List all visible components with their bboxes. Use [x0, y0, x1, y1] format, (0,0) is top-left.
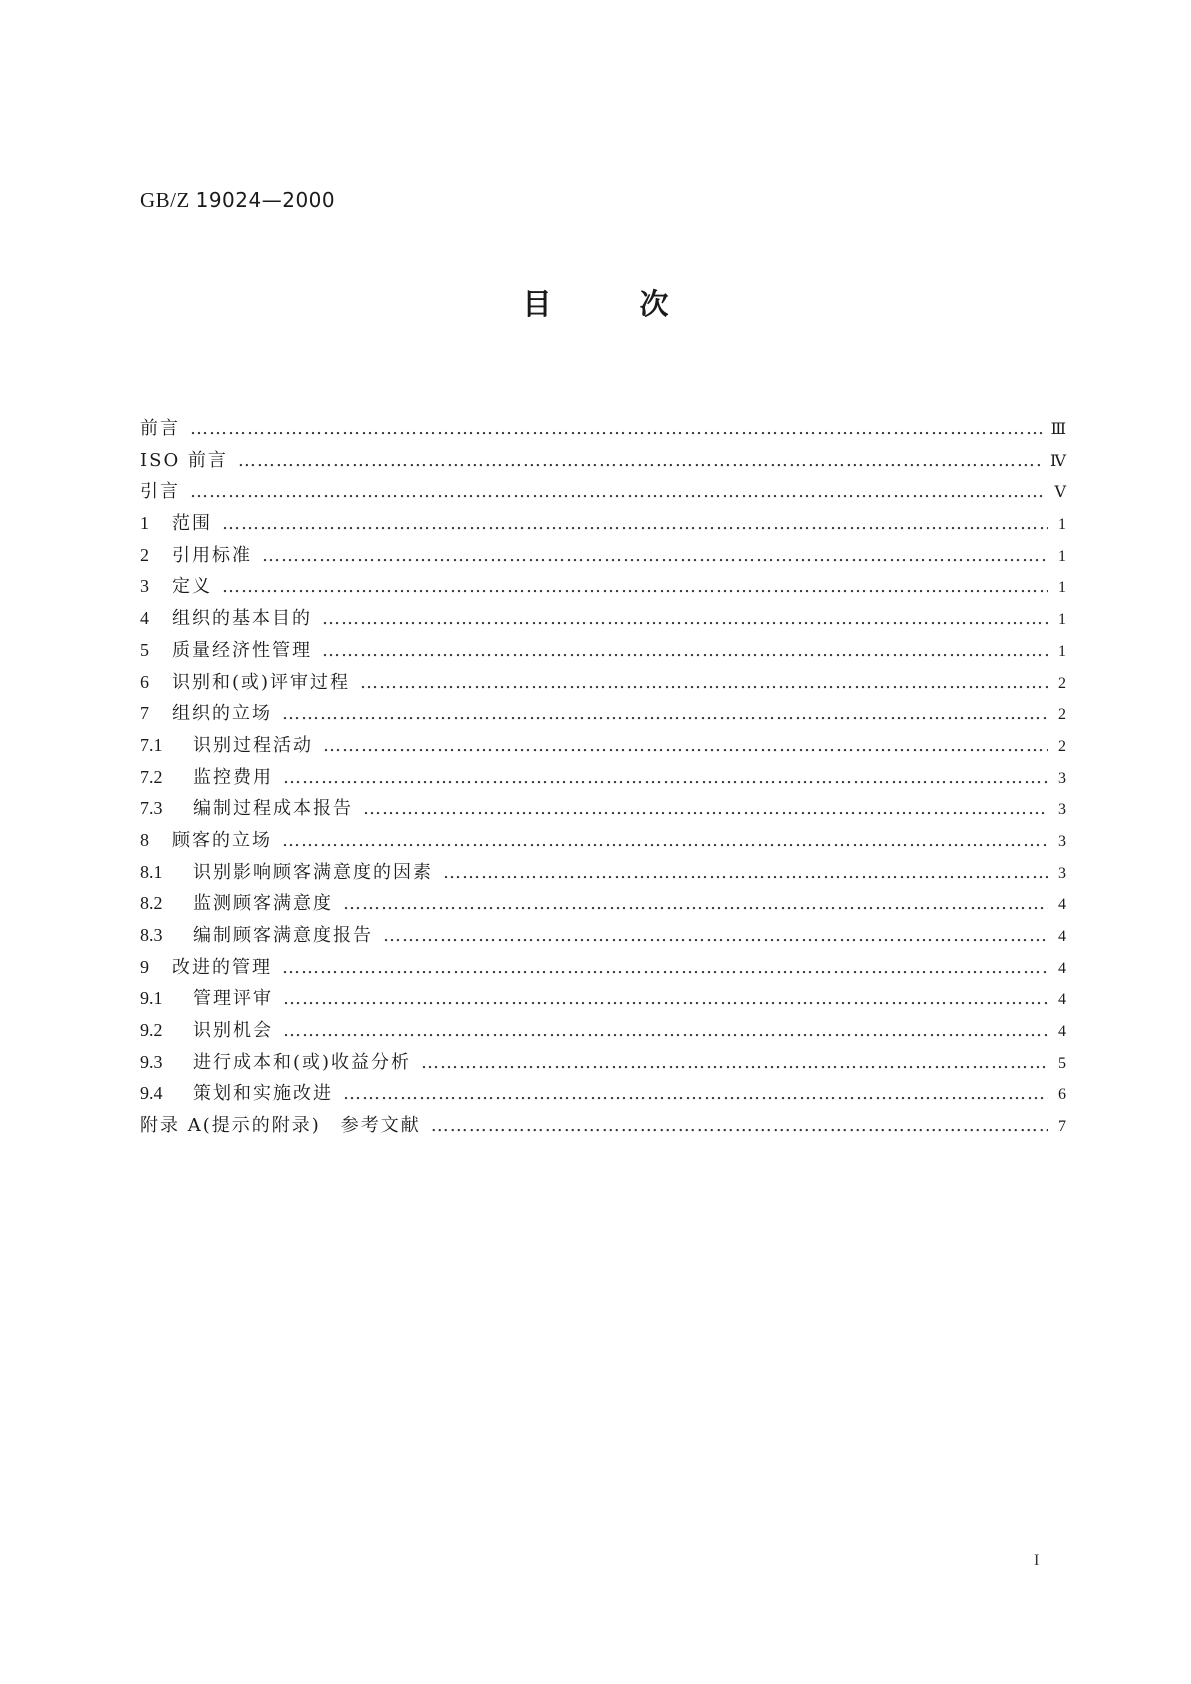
toc-entry[interactable]	[140, 414, 1066, 446]
toc-entry-number: 7.2	[140, 766, 163, 787]
toc-entry-page: 1	[1058, 611, 1066, 629]
toc-entry-page: 4	[1058, 928, 1066, 945]
toc-entry[interactable]	[140, 953, 1066, 985]
toc-entry-page: 1	[1058, 516, 1066, 534]
toc-entry-number: 9	[140, 956, 149, 977]
toc-entry-number: 8.3	[140, 925, 163, 945]
toc-leader-dots	[222, 513, 1048, 534]
toc-entry[interactable]	[140, 763, 1066, 795]
standard-code-number: 19024—2000	[195, 188, 336, 212]
toc-leader-dots	[383, 925, 1048, 946]
toc-entry-label: 定义	[172, 576, 212, 598]
toc-leader-dots	[363, 798, 1048, 819]
toc-leader-dots	[282, 957, 1048, 978]
toc-entry-page: Ⅳ	[1050, 452, 1066, 470]
toc-leader-dots	[443, 862, 1048, 883]
toc-entry[interactable]	[140, 794, 1066, 826]
toc-leader-dots	[322, 608, 1048, 629]
standard-code-prefix: GB/Z	[140, 188, 196, 212]
toc-entry-page: 2	[1058, 706, 1066, 724]
toc-entry[interactable]	[140, 858, 1066, 890]
toc-entry-label: 编制过程成本报告	[193, 798, 353, 820]
toc-entry[interactable]	[140, 1079, 1066, 1111]
toc-entry-number: 5	[140, 639, 149, 660]
toc-entry-page: 2	[1058, 674, 1066, 692]
toc-entry-page: 4	[1058, 959, 1066, 977]
toc-entry-number: 9.3	[140, 1051, 163, 1072]
toc-entry-label: 前言	[140, 418, 180, 439]
toc-entry[interactable]	[140, 477, 1066, 509]
toc-entry-label: 范围	[172, 513, 212, 535]
toc-leader-dots	[282, 703, 1048, 724]
toc-leader-dots	[238, 450, 1042, 471]
toc-entry-label: 策划和实施改进	[193, 1083, 333, 1105]
toc-entry[interactable]	[140, 889, 1066, 921]
toc-entry-number: 7.1	[140, 734, 163, 755]
page-number: I	[1034, 1552, 1040, 1569]
toc-entry-number: 1	[140, 513, 149, 534]
toc-leader-dots	[190, 418, 1043, 439]
toc-entry[interactable]	[140, 1111, 1066, 1143]
toc-entry[interactable]	[140, 668, 1066, 700]
toc-leader-dots	[282, 830, 1048, 851]
toc-entry-page: 4	[1058, 1023, 1066, 1041]
toc-leader-dots	[323, 735, 1048, 756]
toc-entry[interactable]	[140, 921, 1066, 953]
toc-leader-dots	[283, 1020, 1048, 1041]
toc-entry-number: 7.3	[140, 798, 163, 819]
toc-entry-label: 识别机会	[193, 1020, 273, 1042]
toc-entry-label: 组织的立场	[172, 703, 272, 725]
toc-entry-number: 8	[140, 829, 149, 850]
toc-leader-dots	[322, 640, 1048, 661]
toc-entry-page: 6	[1058, 1086, 1066, 1104]
toc-entry-label: 识别过程活动	[193, 734, 313, 756]
toc-leader-dots	[283, 767, 1048, 788]
toc-entry[interactable]	[140, 541, 1066, 573]
toc-entry-label: 质量经济性管理	[172, 639, 312, 661]
table-of-contents	[140, 414, 1066, 1143]
toc-entry-number: 2	[140, 544, 149, 565]
toc-entry[interactable]	[140, 826, 1066, 858]
toc-leader-dots	[190, 481, 1046, 502]
toc-leader-dots	[343, 1083, 1048, 1104]
toc-entry-page: 3	[1058, 864, 1066, 882]
toc-entry[interactable]	[140, 509, 1066, 541]
toc-entry[interactable]	[140, 984, 1066, 1016]
toc-entry-label: 管理评审	[193, 988, 273, 1010]
toc-entry-number: 8.1	[140, 861, 163, 882]
toc-entry-label: 引言	[140, 481, 180, 503]
toc-leader-dots	[283, 988, 1048, 1009]
toc-entry-number: 4	[140, 608, 149, 629]
toc-leader-dots	[222, 576, 1048, 597]
toc-entry[interactable]	[140, 572, 1066, 604]
toc-entry[interactable]	[140, 731, 1066, 763]
standard-code	[140, 188, 335, 213]
toc-entry-number: 7	[140, 703, 149, 724]
toc-entry-label: 监控费用	[193, 766, 273, 788]
toc-entry-label: 识别影响顾客满意度的因素	[193, 861, 433, 883]
toc-entry-label: 顾客的立场	[172, 829, 272, 851]
toc-entry-label: 监测顾客满意度	[193, 893, 333, 915]
toc-leader-dots	[343, 893, 1048, 914]
toc-entry-page: 3	[1058, 801, 1066, 819]
toc-entry-label: 改进的管理	[172, 956, 272, 978]
page-title: 目次	[522, 287, 757, 321]
toc-entry-page: 1	[1058, 642, 1066, 660]
toc-entry[interactable]	[140, 636, 1066, 668]
toc-entry-number: 6	[140, 671, 149, 692]
toc-entry-label: 附录 A(提示的附录) 参考文献	[140, 1115, 421, 1137]
toc-entry-label: 编制顾客满意度报告	[193, 925, 373, 946]
toc-entry-label: ISO 前言	[140, 449, 228, 471]
toc-entry-page: 3	[1058, 832, 1066, 850]
toc-entry[interactable]	[140, 699, 1066, 731]
toc-entry-page: Ⅴ	[1054, 484, 1066, 502]
toc-entry-page: 1	[1058, 547, 1066, 565]
toc-entry[interactable]	[140, 446, 1066, 478]
toc-entry-number: 3	[140, 576, 149, 597]
toc-entry-number: 8.2	[140, 893, 163, 914]
toc-entry-page: 4	[1058, 991, 1066, 1009]
toc-entry-page: 1	[1058, 579, 1066, 597]
toc-entry[interactable]	[140, 1048, 1066, 1080]
toc-entry[interactable]	[140, 1016, 1066, 1048]
toc-entry-label: 识别和(或)评审过程	[172, 671, 351, 693]
toc-leader-dots	[262, 545, 1048, 566]
toc-entry-page: 3	[1058, 769, 1066, 787]
toc-entry-label: 进行成本和(或)收益分析	[193, 1051, 412, 1073]
toc-entry-page: 2	[1058, 737, 1066, 755]
toc-entry-label: 引用标准	[172, 544, 252, 566]
toc-entry-number: 9.2	[140, 1020, 163, 1041]
toc-leader-dots	[360, 672, 1048, 693]
toc-entry-page: Ⅲ	[1050, 421, 1066, 438]
toc-leader-dots	[421, 1052, 1048, 1073]
toc-leader-dots	[431, 1115, 1048, 1136]
toc-entry-label: 组织的基本目的	[172, 608, 312, 630]
toc-entry-number: 9.4	[140, 1083, 163, 1104]
toc-entry[interactable]	[140, 604, 1066, 636]
toc-entry-number: 9.1	[140, 988, 163, 1009]
toc-entry-page: 4	[1058, 896, 1066, 914]
toc-entry-page: 5	[1058, 1054, 1066, 1072]
toc-entry-page: 7	[1058, 1118, 1066, 1136]
